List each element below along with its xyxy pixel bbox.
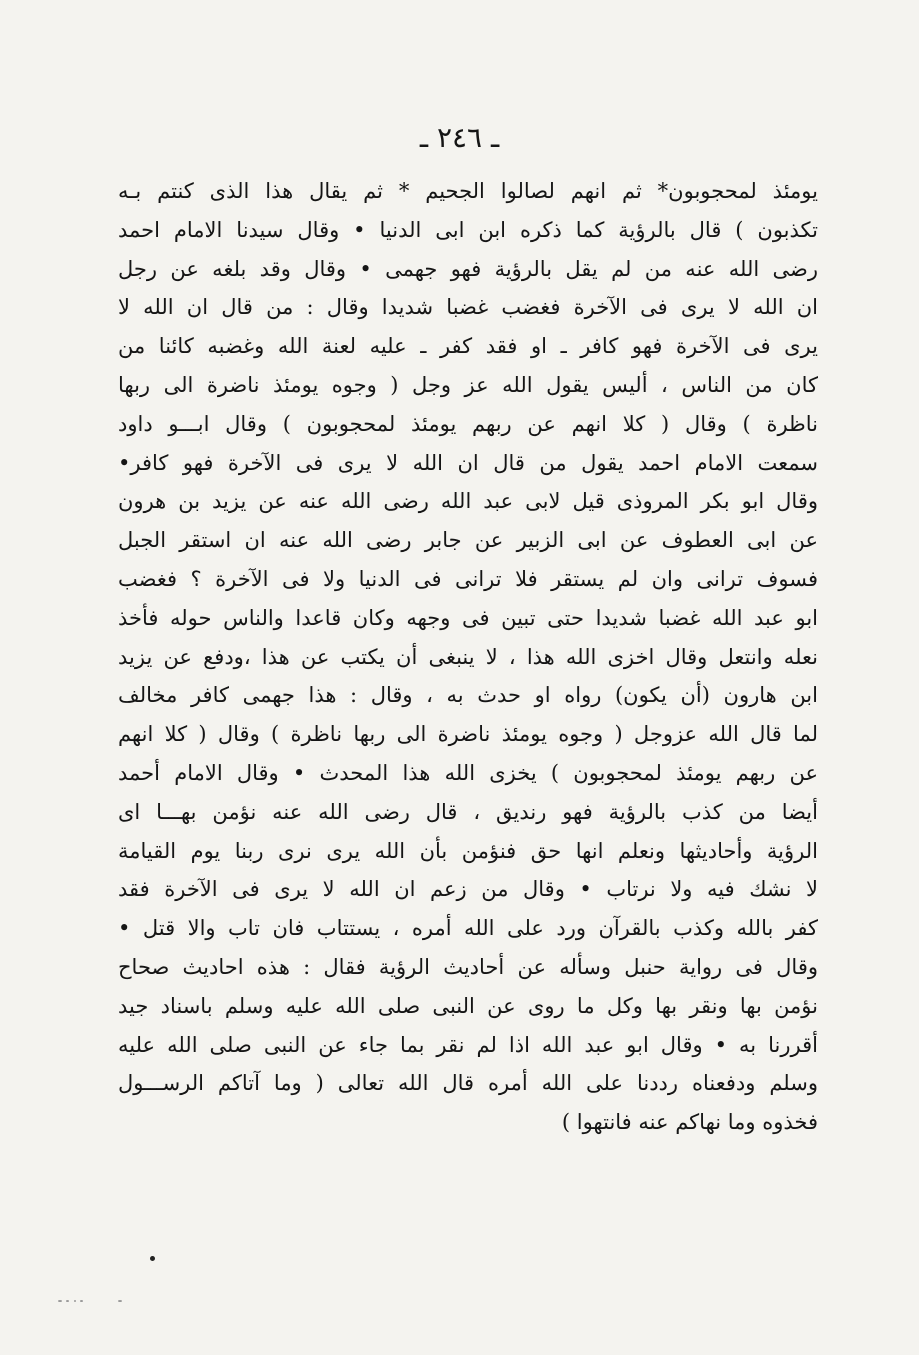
scan-noise <box>74 1300 76 1302</box>
text-line: نؤمن بها ونقر بها وكل ما روى عن النبى صلى الله عليه وسلم باسناد جيد <box>118 993 818 1018</box>
text-line: ان الله لا يرى فى الآخرة فغضب غضبا شديدا وقال : من قال ان الله لا <box>118 295 818 320</box>
text-line: كان من الناس ، أليس يقول الله عز وجل ( وجوه يومئذ ناضرة الى ربها <box>118 372 818 397</box>
text-line: أقررنا به • وقال ابو عبد الله اذا لم نقر بما جاء عن النبى صلى الله عليه <box>118 1032 818 1057</box>
text-line: لا نشك فيه ولا نرتاب • وقال من زعم ان الله لا يرى فى الآخرة فقد <box>118 877 818 902</box>
text-line: عن ربهم يومئذ لمحجوبون ) يخزى الله هذا المحدث • وقال الامام أحمد <box>118 760 818 785</box>
text-line: سمعت الامام احمد يقول من قال ان الله لا يرى فى الآخرة فهو كافر• <box>118 450 818 475</box>
ink-speck <box>150 1256 155 1261</box>
text-line: وقال ابو بكر المروذى قيل لابى عبد الله رضى الله عنه عن يزيد بن هرون <box>118 489 818 514</box>
text-line: رضى الله عنه من لم يقل بالرؤية فهو جهمى • وقال وقد بلغه عن رجل <box>118 256 818 281</box>
text-line: وقال فى رواية حنبل وسأله عن أحاديث الرؤية فقال : هذه احاديث صحاح <box>118 954 818 979</box>
page-number: ـ ٢٤٦ ـ <box>419 121 500 154</box>
scan-noise <box>66 1300 69 1302</box>
text-line: الرؤية وأحاديثها ونعلم انها حق فنؤمن بأن الله يرى نرى ربنا يوم القيامة <box>118 838 818 863</box>
text-line: ناظرة ) وقال ( كلا انهم عن ربهم يومئذ لمحجوبون ) وقال ابـــو داود <box>118 411 818 436</box>
scan-noise <box>118 1300 122 1302</box>
text-line: أيضا من كذب بالرؤية فهو رنديق ، قال رضى الله عنه نؤمن بهـــا اى <box>118 799 818 824</box>
scan-noise <box>80 1300 83 1302</box>
text-line: وسلم ودفعناه رددنا على الله أمره قال الله تعالى ( وما آتاكم الرســـول <box>118 1071 818 1096</box>
text-line: ابن هارون (أن يكون) رواه او حدث به ، وقال : هذا جهمى كافر مخالف <box>118 683 818 708</box>
text-line-last: فخذوه وما نهاكم عنه فانتهوا ) <box>561 1110 818 1135</box>
text-line: فسوف ترانى وان لم يستقر فلا ترانى فى الدنيا ولا فى الآخرة ؟ فغضب <box>118 566 818 591</box>
text-line: لما قال الله عزوجل ( وجوه يومئذ ناضرة الى ربها ناظرة ) وقال ( كلا انهم <box>118 722 818 747</box>
text-line: يومئذ لمحجوبون* ثم انهم لصالوا الجحيم * ثم يقال هذا الذى كنتم بـه <box>118 179 818 203</box>
text-line: يرى فى الآخرة فهو كافر ـ او فقد كفر ـ عليه لعنة الله وغضبه كائنا من <box>118 334 818 359</box>
text-line: عن ابى العطوف عن ابى الزبير عن جابر رضى الله عنه ان استقر الجبل <box>118 528 818 553</box>
text-line: نعله وانتعل وقال اخزى الله هذا ، لا ينبغى أن يكتب عن هذا ،ودفع عن يزيد <box>118 644 818 669</box>
text-line: تكذبون ) قال بالرؤية كما ذكره ابن ابى الدنيا • وقال سيدنا الامام احمد <box>118 217 818 242</box>
text-line: ابو عبد الله غضبا شديدا حتى تبين فى وجهه وكان قاعدا والناس حوله فأخذ <box>118 605 818 630</box>
text-line: كفر بالله وكذب بالقرآن ورد على الله أمره ، يستتاب فان تاب والا قتل • <box>118 916 818 941</box>
body-text <box>118 172 818 1142</box>
scan-noise <box>58 1300 62 1302</box>
